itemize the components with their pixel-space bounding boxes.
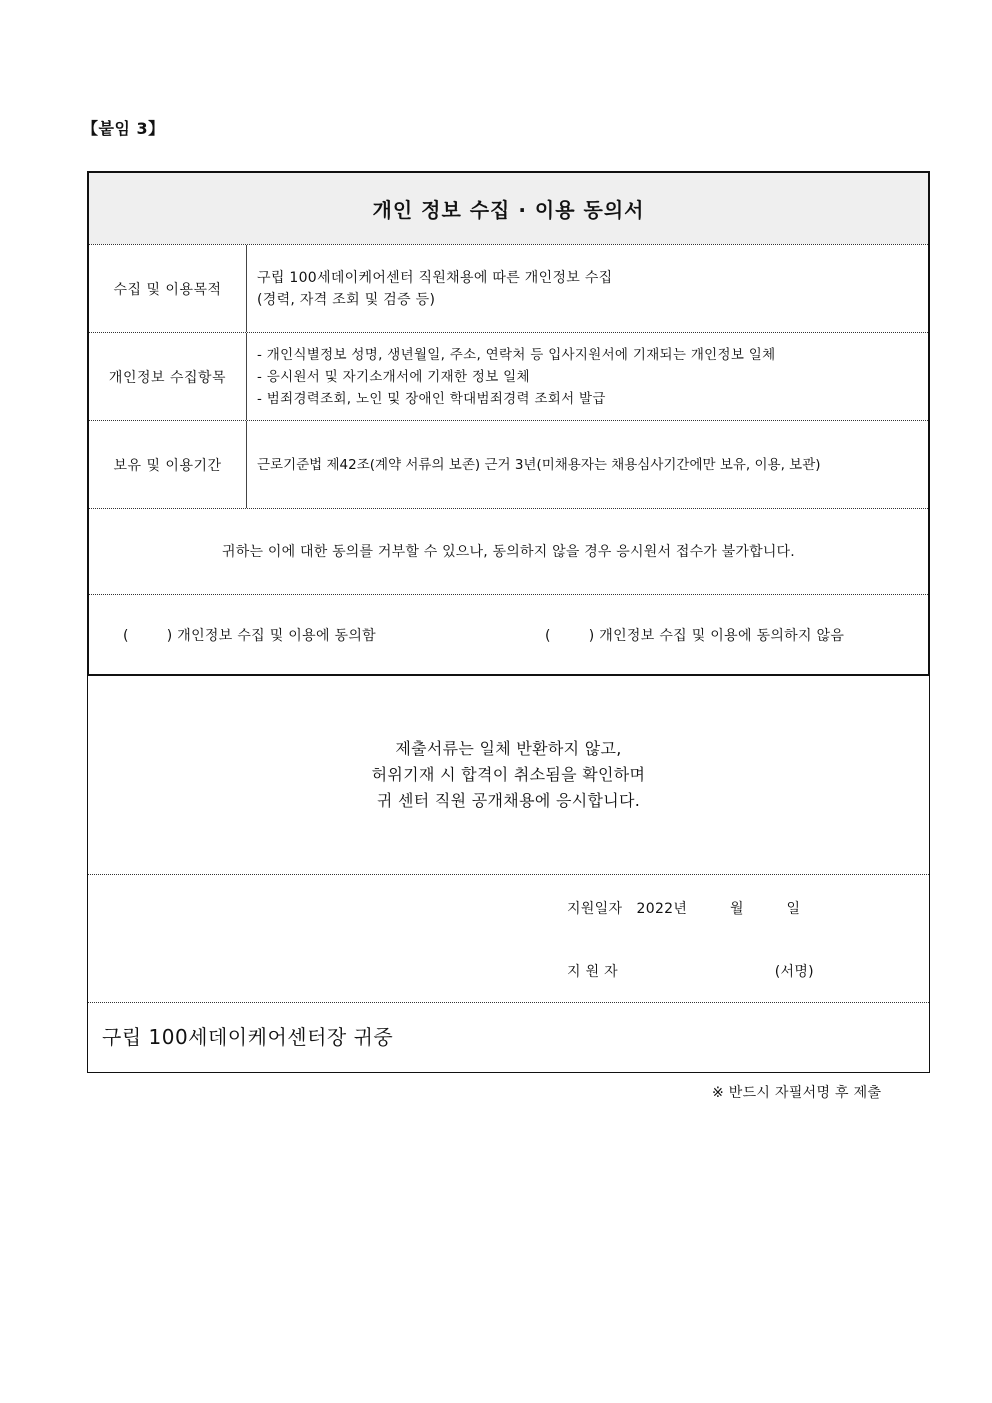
column-divider — [246, 421, 247, 508]
items-line: - 범죄경력조회, 노인 및 장애인 학대범죄경력 조회서 발급 — [257, 390, 606, 407]
signature-footnote: ※ 반드시 자필서명 후 제출 — [712, 1085, 882, 1101]
pledge-text — [88, 736, 929, 814]
column-divider — [246, 245, 247, 332]
refusal-notice: 귀하는 이에 대한 동의를 거부할 수 있으나, 동의하지 않을 경우 응시원서 접수가 불가합니다. — [222, 544, 795, 560]
items-line: - 개인식별정보 성명, 생년월일, 주소, 연락처 등 입사지원서에 기재되는 개인정보 일체 — [257, 346, 776, 363]
purpose-line: 구립 100세데이케어센터 직원채용에 따른 개인정보 수집 — [257, 269, 613, 286]
attachment-label: 【붙임 3】 — [82, 119, 165, 138]
period-line: 근로기준법 제42조(계약 서류의 보존) 근거 3년(미채용자는 채용심사기간에만 보유, 이용, 보관) — [257, 456, 821, 473]
period-content — [257, 421, 918, 508]
form-title: 개인 정보 수집 · 이용 동의서 — [89, 173, 928, 244]
purpose-line: (경력, 자격 조회 및 검증 등) — [257, 291, 436, 308]
agree-checkbox[interactable]: ( ) 개인정보 수집 및 이용에 동의함 — [123, 628, 376, 644]
items-line: - 응시원서 및 자기소개서에 기재한 정보 일체 — [257, 368, 530, 385]
section-divider — [88, 874, 929, 875]
disagree-checkbox[interactable]: ( ) 개인정보 수집 및 이용에 동의하지 않음 — [545, 628, 845, 644]
recipient: 구립 100세데이케어센터장 귀중 — [102, 1025, 394, 1049]
section-divider — [88, 1002, 929, 1003]
pledge-line: 허위기재 시 합격이 취소됨을 확인하며 — [371, 765, 646, 784]
application-pledge — [87, 676, 930, 1073]
applicant-signature[interactable]: 지 원 자 (서명) — [567, 964, 814, 980]
purpose-content — [257, 245, 918, 332]
period-label: 보유 및 이용기간 — [113, 457, 222, 474]
items-label: 개인정보 수집항목 — [108, 369, 227, 386]
pledge-line: 제출서류는 일체 반환하지 않고, — [395, 739, 622, 758]
column-divider — [246, 333, 247, 420]
application-date[interactable]: 지원일자 2022년 월 일 — [567, 901, 801, 917]
items-content — [257, 333, 918, 420]
purpose-label: 수집 및 이용목적 — [113, 281, 222, 298]
pledge-line: 귀 센터 직원 공개채용에 응시합니다. — [376, 791, 641, 810]
row-divider — [89, 594, 928, 595]
consent-form — [87, 171, 930, 676]
